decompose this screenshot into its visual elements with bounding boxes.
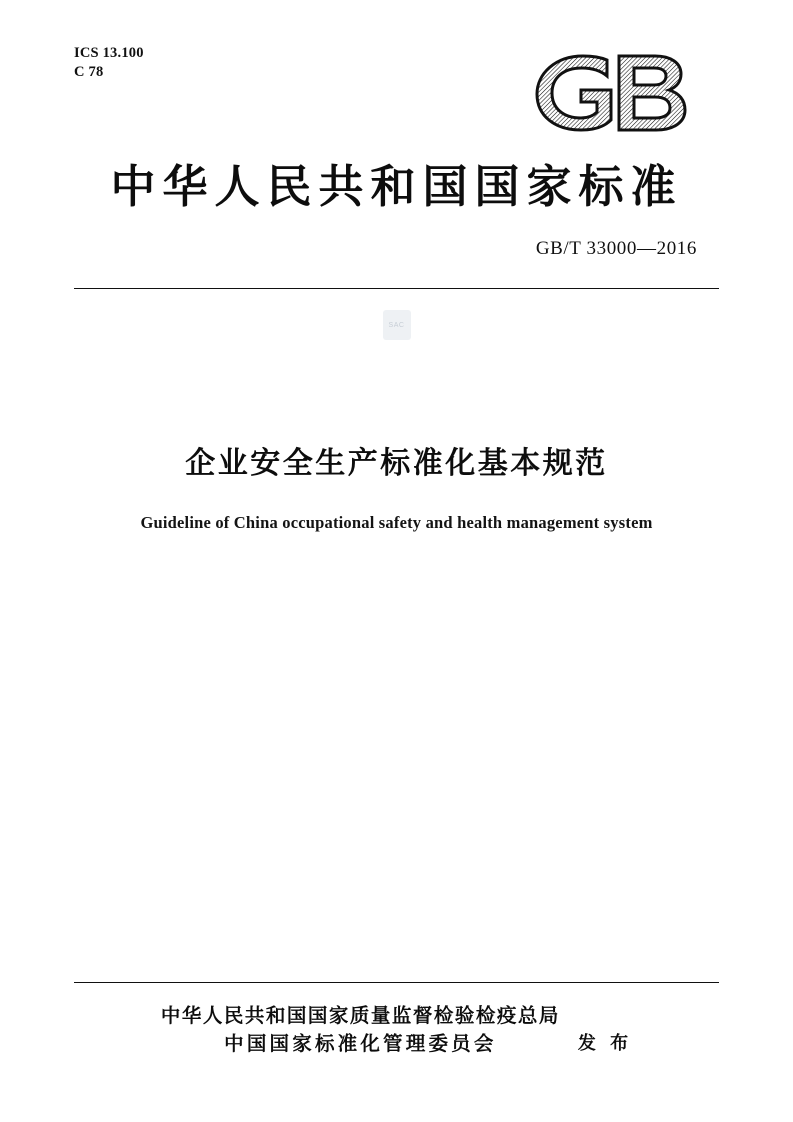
document-title-english: Guideline of China occupational safety and health management system	[140, 513, 653, 532]
divider-top	[74, 288, 719, 289]
document-title-chinese: 企业安全生产标准化基本规范	[185, 446, 608, 481]
classification-code: C 78	[74, 63, 104, 80]
publisher-footer	[0, 1002, 793, 1059]
gb-emblem-icon	[525, 46, 697, 138]
issuer-names	[161, 1002, 560, 1059]
ics-classification-block	[74, 44, 144, 81]
standard-number: GB/T 33000—2016	[535, 238, 697, 259]
national-standard-title: 中华人民共和国国家标准	[110, 160, 683, 213]
ics-code: ICS 13.100	[74, 45, 144, 61]
issuer-line-1: 中华人民共和国国家质量监督检验检疫总局	[160, 1004, 560, 1027]
issuer-line-2: 中国国家标准化管理委员会	[224, 1032, 497, 1056]
publish-label: 发 布	[577, 1032, 633, 1054]
divider-bottom	[74, 982, 719, 983]
sac-watermark-icon: SAC	[383, 310, 411, 340]
